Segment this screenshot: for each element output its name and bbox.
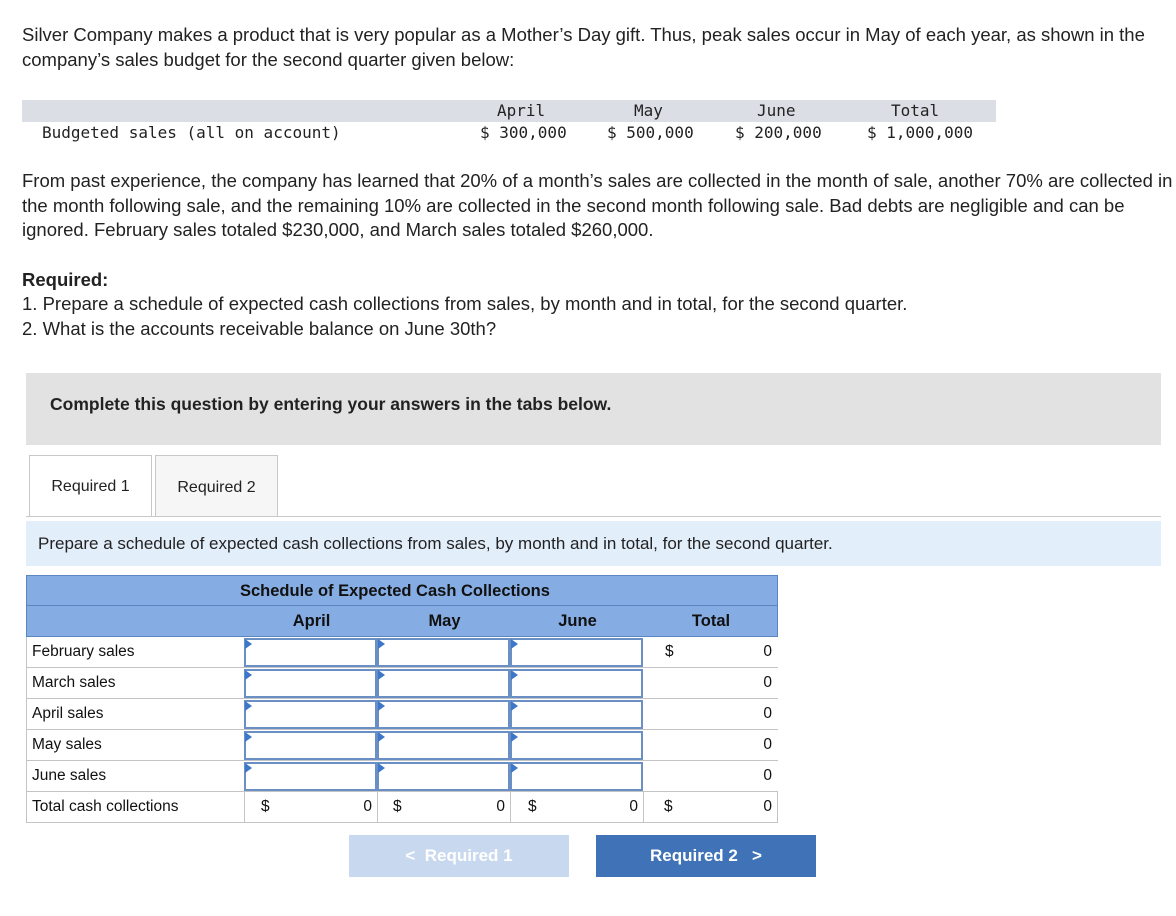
chevron-right-icon: > (752, 846, 762, 865)
schedule-column-header (26, 606, 778, 637)
apr-june-input[interactable] (510, 700, 643, 729)
may-may-input[interactable] (377, 731, 510, 760)
feb-june-input[interactable] (510, 638, 643, 667)
jun-may-input[interactable] (377, 762, 510, 791)
budget-header-june: June (757, 101, 796, 120)
chevron-left-icon: < (405, 846, 416, 865)
row-label-june: June sales (26, 761, 244, 791)
tab-required-2[interactable]: Required 2 (155, 455, 278, 517)
currency-sign: $ (261, 798, 270, 815)
tab-instruction-bar (26, 521, 1161, 566)
mar-total-value: 0 (763, 674, 772, 691)
grand-total-value: 0 (763, 798, 772, 815)
tab-divider (26, 516, 1161, 517)
tab-instruction-text: Prepare a schedule of expected cash collections from sales, by month and in total, for the second quarter. (38, 534, 833, 553)
budget-value-may: $ 500,000 (607, 123, 694, 142)
col-total: Total (691, 612, 731, 630)
budget-value-april: $ 300,000 (480, 123, 567, 142)
mar-april-input[interactable] (244, 669, 377, 698)
budget-value-june: $ 200,000 (735, 123, 822, 142)
schedule-title-bar (26, 575, 778, 606)
total-april-value: 0 (363, 798, 372, 815)
table-row (26, 699, 778, 730)
banner-text: Complete this question by entering your answers in the tabs below. (50, 394, 612, 414)
previous-button-label: Required 1 (424, 846, 513, 865)
table-row (26, 761, 778, 792)
col-april: April (292, 612, 331, 630)
total-row (26, 792, 778, 823)
col-separator (244, 792, 245, 823)
row-label-february: February sales (26, 637, 244, 667)
currency-sign: $ (665, 643, 674, 660)
row-label-total: Total cash collections (26, 792, 244, 822)
budget-value-total: $ 1,000,000 (867, 123, 973, 142)
budget-header-total: Total (891, 101, 940, 120)
table-row (26, 730, 778, 761)
mar-may-input[interactable] (377, 669, 510, 698)
total-may-value: 0 (496, 798, 505, 815)
currency-sign: $ (664, 798, 673, 815)
feb-total-value: 0 (763, 643, 772, 660)
required-item-2: 2. What is the accounts receivable balance on June 30th? (22, 318, 497, 339)
apr-may-input[interactable] (377, 700, 510, 729)
row-label-april: April sales (26, 699, 244, 729)
instruction-banner (26, 373, 1161, 445)
budget-header-may: May (634, 101, 663, 120)
currency-sign: $ (393, 798, 402, 815)
table-row (26, 668, 778, 699)
row-label-may: May sales (26, 730, 244, 760)
col-separator (777, 792, 778, 823)
schedule-title: Schedule of Expected Cash Collections (240, 582, 550, 600)
required-item-1: 1. Prepare a schedule of expected cash collections from sales, by month and in total, for the second quarter. (22, 293, 908, 314)
col-separator (510, 792, 511, 823)
jun-total-value: 0 (763, 767, 772, 784)
col-separator (377, 792, 378, 823)
may-april-input[interactable] (244, 731, 377, 760)
problem-details: From past experience, the company has learned that 20% of a month’s sales are collected in the month of sale, another 70% are collected in the month following sale, and the remaining 10% are collected in the second month following sale. Bad debts are negligible and can be ignored. February sales totaled $230,000, and March sales totaled $260,000. (22, 170, 1173, 240)
next-button-label: Required 2 (650, 846, 738, 865)
previous-button[interactable] (349, 835, 569, 877)
may-june-input[interactable] (510, 731, 643, 760)
total-june-value: 0 (629, 798, 638, 815)
jun-june-input[interactable] (510, 762, 643, 791)
problem-intro: Silver Company makes a product that is very popular as a Mother’s Day gift. Thus, peak sales occur in May of each year, as shown in the company’s sales budget for the second quarter given below: (22, 24, 1145, 70)
apr-april-input[interactable] (244, 700, 377, 729)
col-separator (643, 792, 644, 823)
currency-sign: $ (528, 798, 537, 815)
next-button[interactable] (596, 835, 816, 877)
mar-june-input[interactable] (510, 669, 643, 698)
budget-row-label: Budgeted sales (all on account) (42, 123, 341, 142)
required-title: Required: (22, 269, 109, 290)
col-june: June (558, 612, 597, 630)
row-label-march: March sales (26, 668, 244, 698)
feb-april-input[interactable] (244, 638, 377, 667)
jun-april-input[interactable] (244, 762, 377, 791)
table-row (26, 637, 778, 668)
budget-header-april: April (497, 101, 546, 120)
feb-may-input[interactable] (377, 638, 510, 667)
tab-required-1[interactable]: Required 1 (29, 455, 152, 517)
col-may: May (428, 612, 461, 630)
apr-total-value: 0 (763, 705, 772, 722)
may-total-value: 0 (763, 736, 772, 753)
